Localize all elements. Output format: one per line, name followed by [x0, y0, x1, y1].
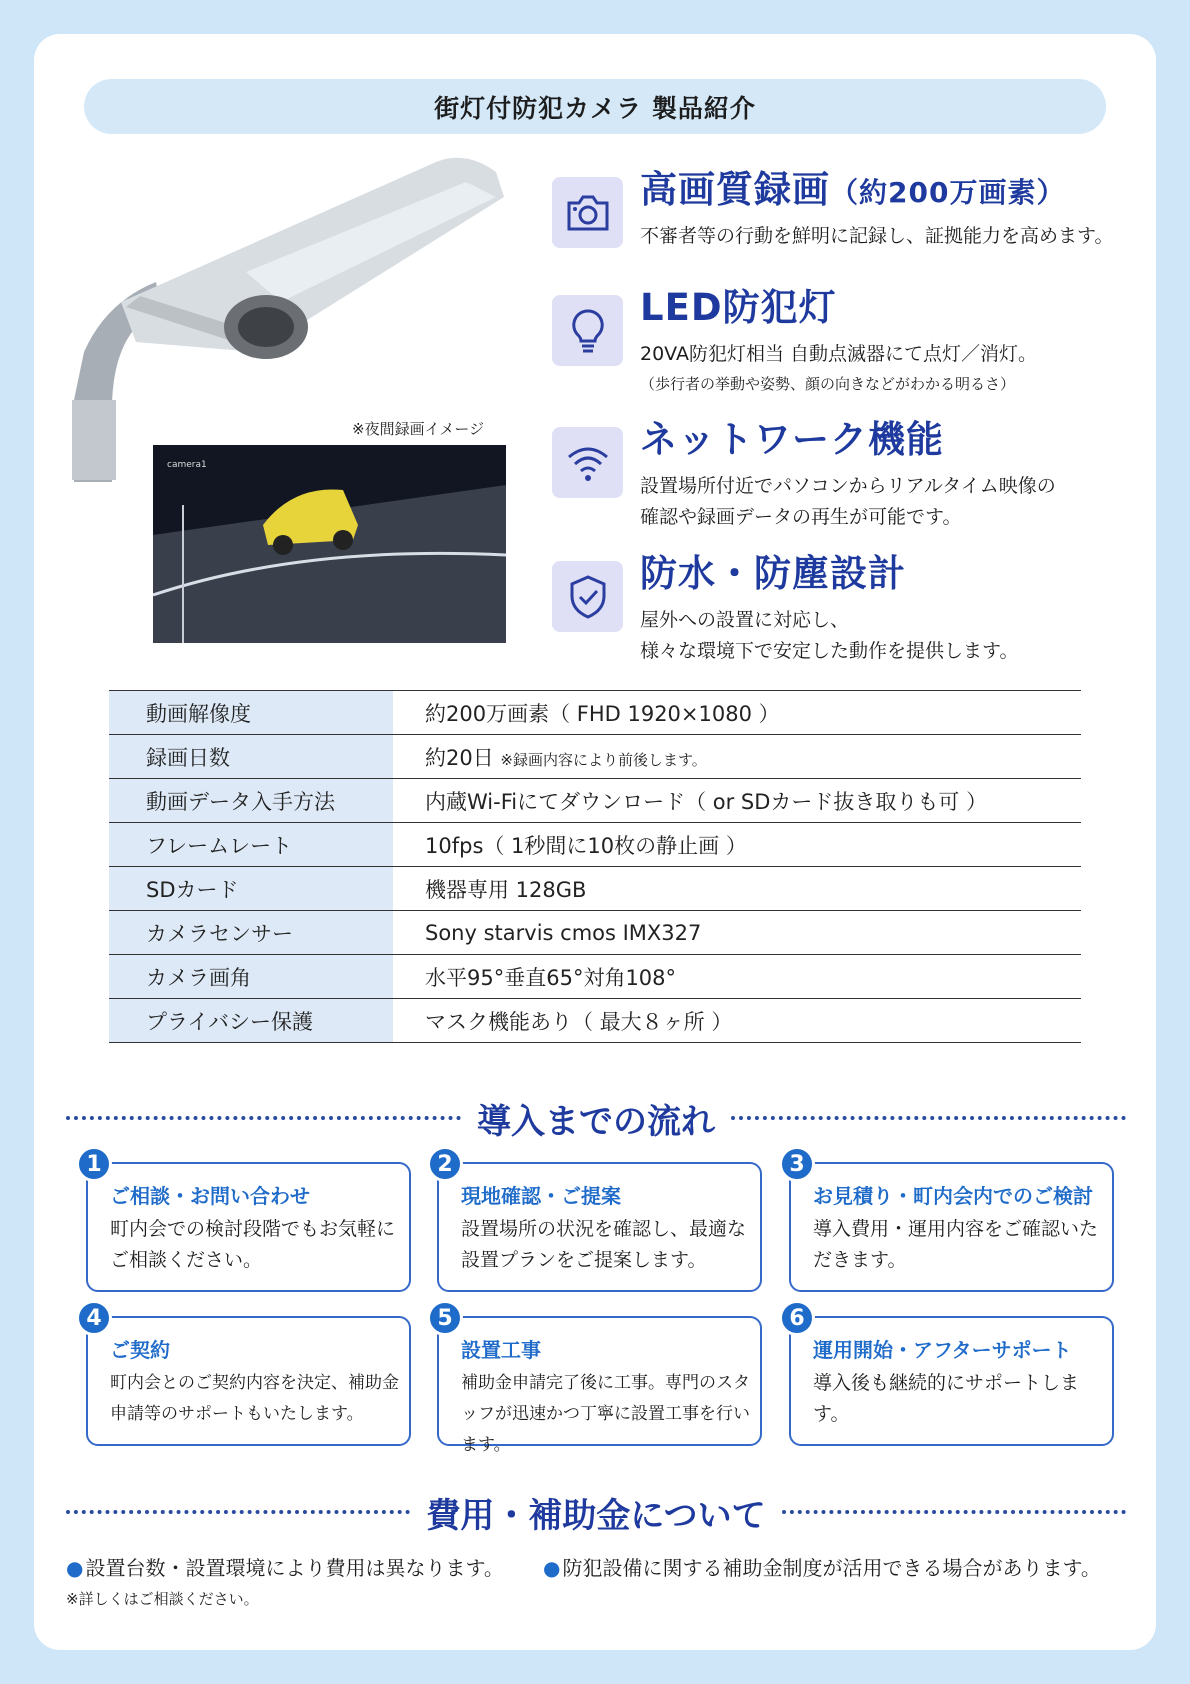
table-row: カメラ画角 水平95°垂直65°対角108°: [109, 955, 1081, 999]
table-row: 録画日数 約20日 ※録画内容により前後します。: [109, 735, 1081, 779]
night-image-caption: ※夜間録画イメージ: [352, 420, 485, 438]
flow-step-5: 5 設置工事 補助金申請完了後に工事。専門のスタッフが迅速かつ丁寧に設置工事を行います。: [437, 1316, 762, 1446]
step-number-badge: 2: [427, 1146, 463, 1182]
step-number-badge: 6: [779, 1300, 815, 1336]
wifi-icon: [552, 427, 623, 498]
spec-table: [109, 690, 1081, 1043]
cost-note: ※詳しくはご相談ください。: [66, 1590, 259, 1608]
step-number-badge: 5: [427, 1300, 463, 1336]
bullet-icon: ●: [66, 1556, 84, 1580]
step-number-badge: 3: [779, 1146, 815, 1182]
cost-item-1: ● 設置台数・設置環境により費用は異なります。: [66, 1556, 504, 1580]
divider: [782, 1510, 1126, 1514]
lightbulb-icon: [552, 295, 623, 366]
table-row: プライバシー保護 マスク機能あり（ 最大８ヶ所 ）: [109, 999, 1081, 1043]
camera-icon: [552, 177, 623, 248]
table-row: 動画データ入手方法 内蔵Wi-Fiにてダウンロード（ or SDカード抜き取りも可 ）: [109, 779, 1081, 823]
table-row: カメラセンサー Sony starvis cmos IMX327: [109, 911, 1081, 955]
divider: [66, 1116, 461, 1120]
bullet-icon: ●: [543, 1556, 561, 1580]
cost-item-2: ● 防犯設備に関する補助金制度が活用できる場合があります。: [543, 1556, 1101, 1580]
flow-step-2: 2 現地確認・ご提案 設置場所の状況を確認し、最適な設置プランをご提案します。: [437, 1162, 762, 1292]
flow-step-6: 6 運用開始・アフターサポート 導入後も継続的にサポートします。: [789, 1316, 1114, 1446]
divider: [66, 1510, 410, 1514]
step-number-badge: 1: [76, 1146, 112, 1182]
table-row: フレームレート 10fps（ 1秒間に10枚の静止画 ）: [109, 823, 1081, 867]
flow-step-1: 1 ご相談・お問い合わせ 町内会での検討段階でもお気軽にご相談ください。: [86, 1162, 411, 1292]
shield-check-icon: [552, 561, 623, 632]
flow-step-3: 3 お見積り・町内会内でのご検討 導入費用・運用内容をご確認いただきます。: [789, 1162, 1114, 1292]
flow-heading: 導入までの流れ: [66, 1096, 1126, 1140]
table-row: 動画解像度 約200万画素（ FHD 1920×1080 ）: [109, 691, 1081, 735]
step-number-badge: 4: [76, 1300, 112, 1336]
divider: [731, 1116, 1126, 1120]
night-recording-image: [153, 445, 506, 643]
night-overlay-text: camera1: [167, 460, 207, 470]
cost-heading: 費用・補助金について: [66, 1490, 1126, 1534]
table-row: SDカード 機器専用 128GB: [109, 867, 1081, 911]
page-title: 街灯付防犯カメラ 製品紹介: [84, 79, 1106, 134]
flow-step-4: 4 ご契約 町内会とのご契約内容を決定、補助金申請等のサポートもいたします。: [86, 1316, 411, 1446]
